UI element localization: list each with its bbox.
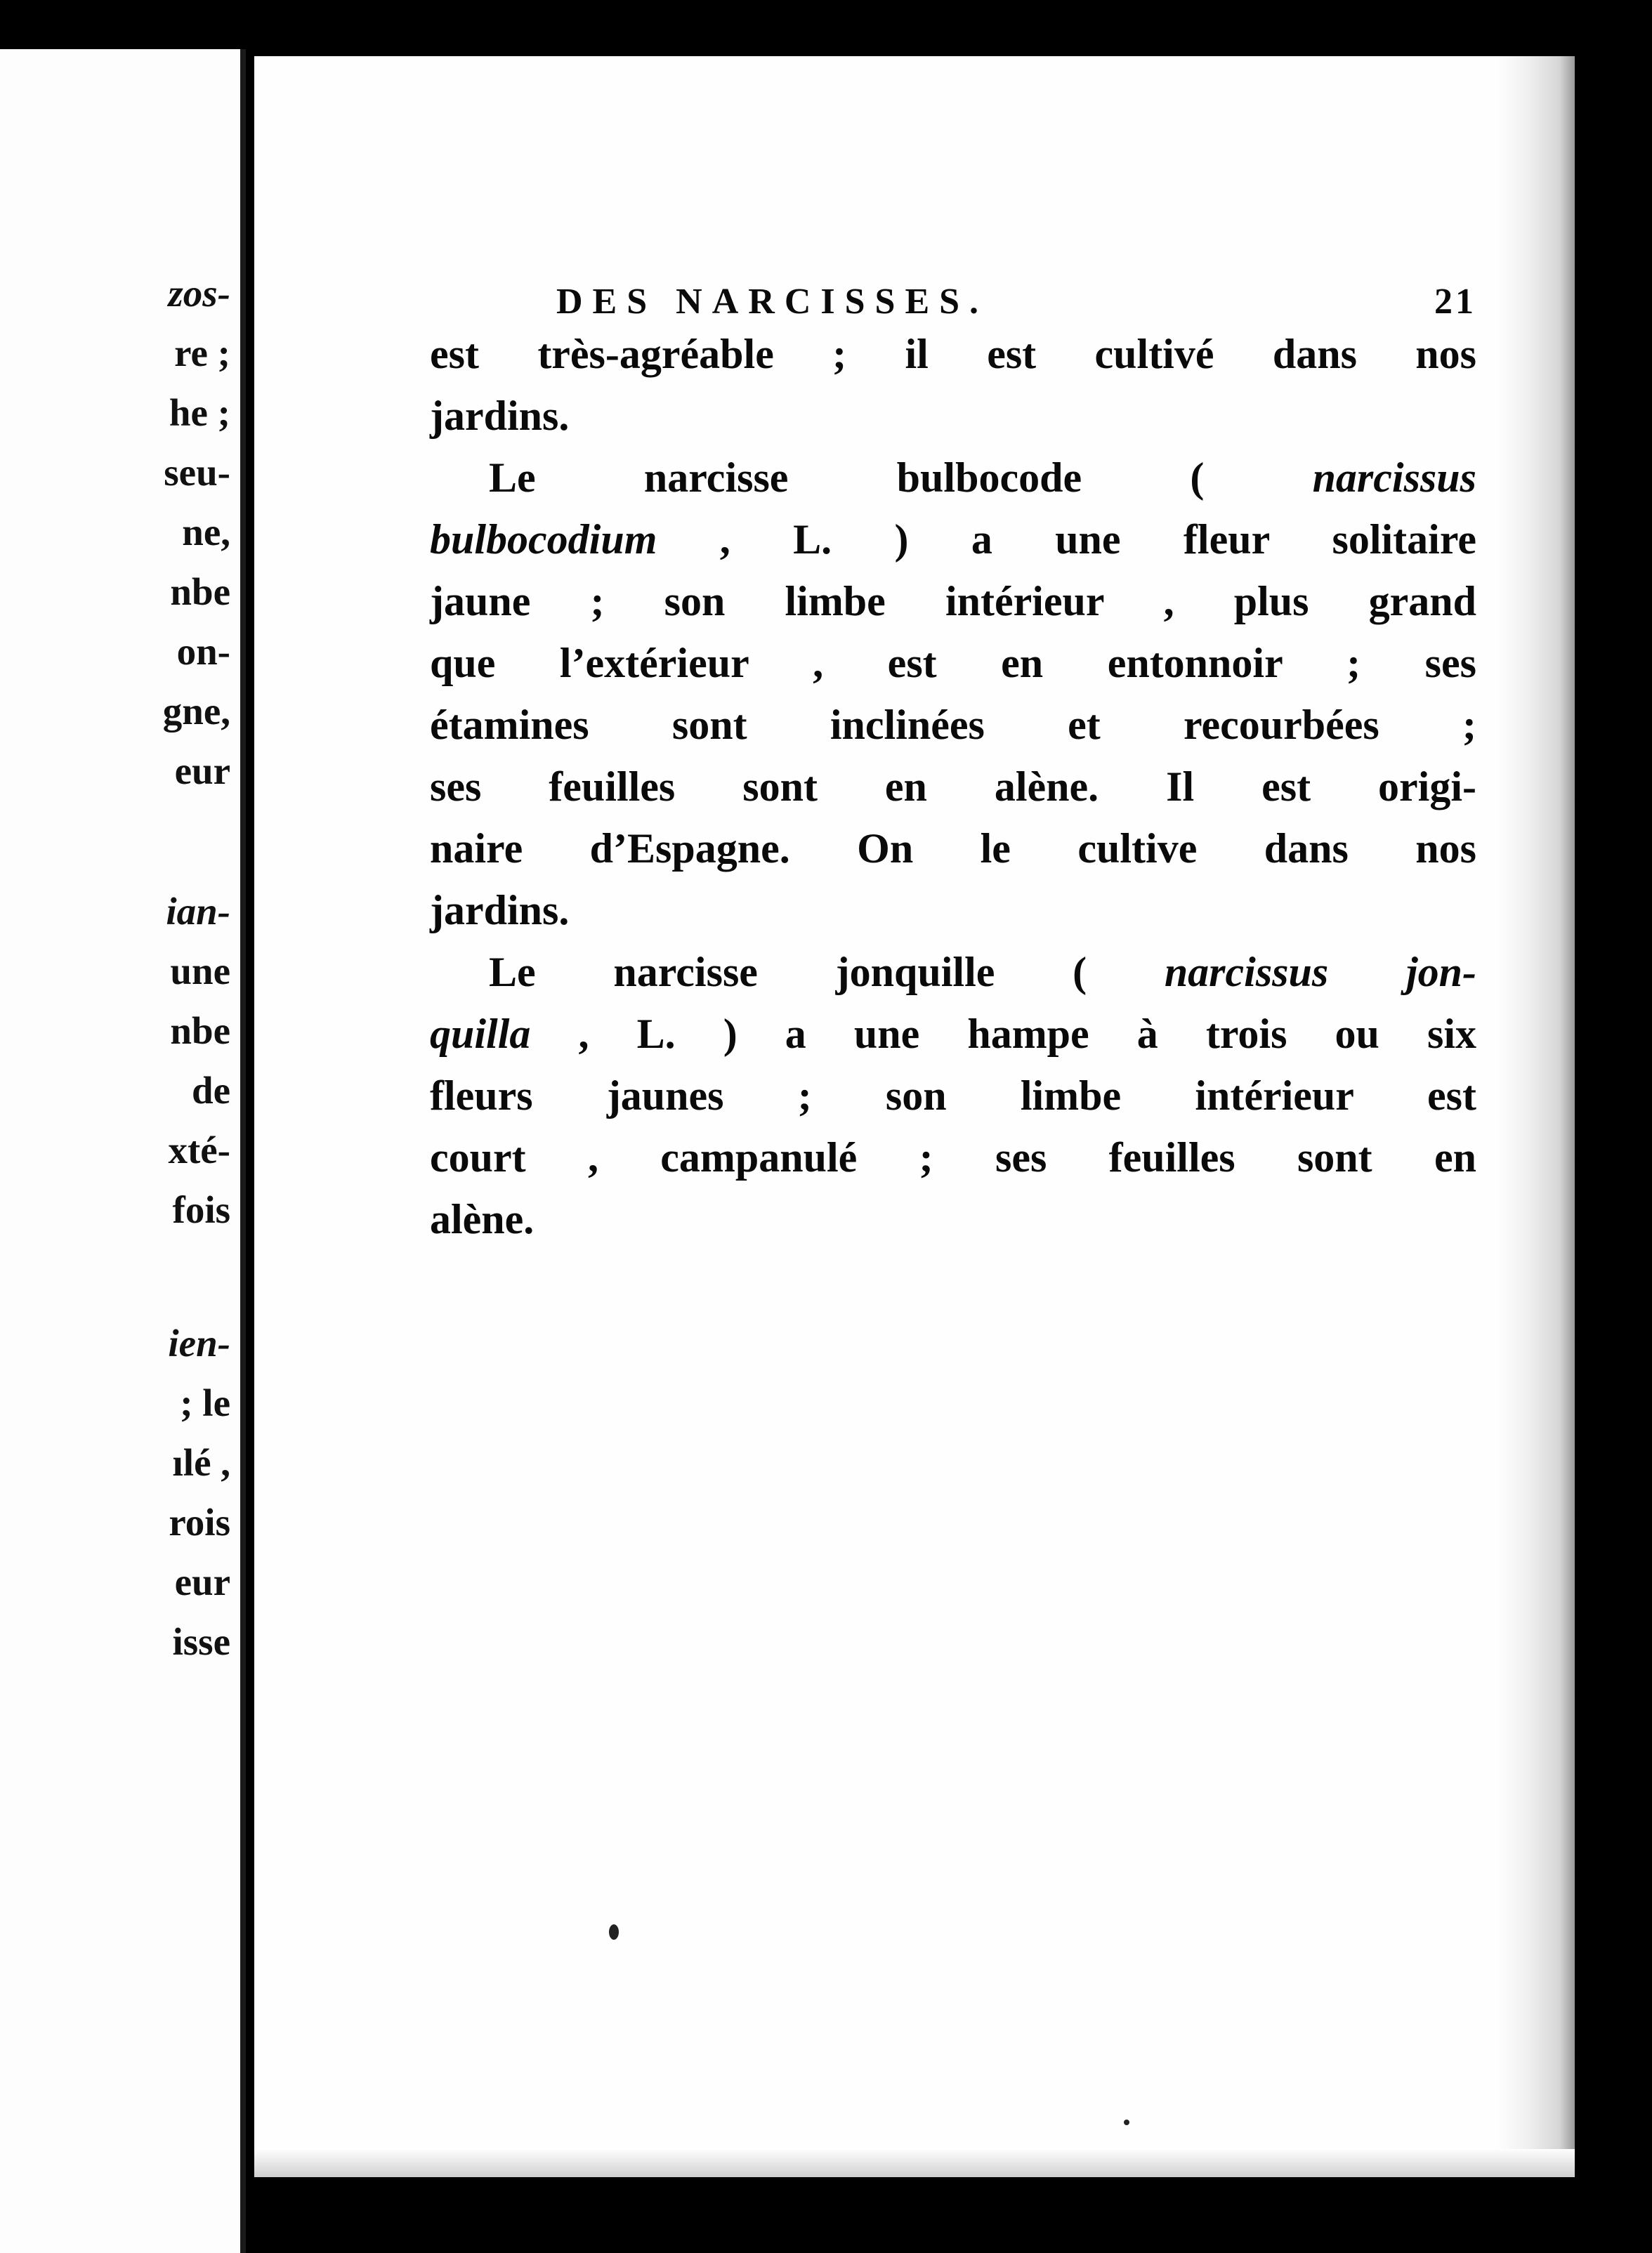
text-line: que l’extérieur , est en entonnoir ; ses (430, 640, 1476, 686)
left-page-fragment: re ; (174, 331, 230, 374)
text-line: fleurs jaunes ; son limbe intérieur est (430, 1072, 1476, 1119)
page-text-block (430, 260, 1476, 1250)
left-page-fragment: une (170, 950, 230, 992)
text-segment: Le narcisse bulbocode ( (489, 454, 1313, 501)
left-page-fragment: gne, (162, 690, 230, 733)
italic-text: quilla (430, 1011, 531, 1057)
left-page-fragment: zos- (168, 272, 230, 315)
page-fore-edge (1497, 56, 1575, 2177)
left-facing-page (0, 49, 246, 2253)
text-line (430, 447, 1476, 508)
left-page-fragment: isse (172, 1620, 230, 1663)
italic-text: bulbocodium (430, 516, 657, 563)
left-page-fragment: rois (169, 1501, 230, 1544)
left-page-fragment: eur (174, 1561, 230, 1603)
ink-speck (609, 1924, 619, 1940)
left-page-fragment: xté- (168, 1129, 230, 1171)
left-page-fragment: nbe (170, 570, 230, 613)
page-number: 21 (1434, 282, 1476, 322)
left-page-text-fragments (0, 49, 230, 2253)
text-line: court , campanulé ; ses feuilles sont en (430, 1134, 1476, 1181)
left-page-fragment: nbe (170, 1009, 230, 1052)
text-line (430, 941, 1476, 1003)
text-line (430, 508, 1476, 570)
italic-text: narcissus jon- (1164, 949, 1476, 995)
text-line: jardins. (430, 887, 570, 933)
text-line: jardins. (430, 393, 570, 439)
left-page-fragment: seu- (164, 451, 230, 494)
text-line: étamines sont inclinées et recourbées ; (430, 702, 1476, 748)
running-head (430, 260, 1476, 323)
running-head-title: DES NARCISSES. (556, 282, 989, 322)
left-page-fragment: eur (174, 749, 230, 792)
text-line: alène. (430, 1196, 535, 1242)
left-page-fragment: ien- (168, 1322, 230, 1365)
left-page-fragment: ; le (180, 1381, 230, 1424)
text-line: est très-agréable ; il est cultivé dans nos (430, 331, 1476, 377)
text-segment: , L. ) a une hampe à trois ou six (530, 1011, 1476, 1057)
text-line: ses feuilles sont en alène. Il est origi- (430, 763, 1476, 810)
text-segment: Le narcisse jonquille ( (489, 949, 1165, 995)
italic-text: narcissus (1312, 454, 1476, 501)
left-page-fragment: ne, (182, 511, 230, 553)
text-line (430, 1003, 1476, 1065)
right-page (254, 56, 1575, 2177)
left-page-fragment: he ; (169, 391, 230, 434)
left-page-fragment: fois (172, 1188, 230, 1231)
body-text (430, 323, 1476, 1250)
left-page-fragment: on- (176, 630, 230, 673)
text-line: jaune ; son limbe intérieur , plus grand (430, 578, 1476, 624)
book-gutter (240, 49, 246, 2253)
text-segment: , L. ) a une fleur solitaire (657, 516, 1476, 563)
ink-speck (1124, 2120, 1129, 2125)
text-line: naire d’Espagne. On le cultive dans nos (430, 825, 1476, 872)
left-page-fragment: ian- (166, 890, 230, 933)
left-page-fragment: de (192, 1069, 230, 1112)
page-bottom-edge (254, 2149, 1575, 2177)
left-page-fragment: ılé , (172, 1441, 230, 1484)
